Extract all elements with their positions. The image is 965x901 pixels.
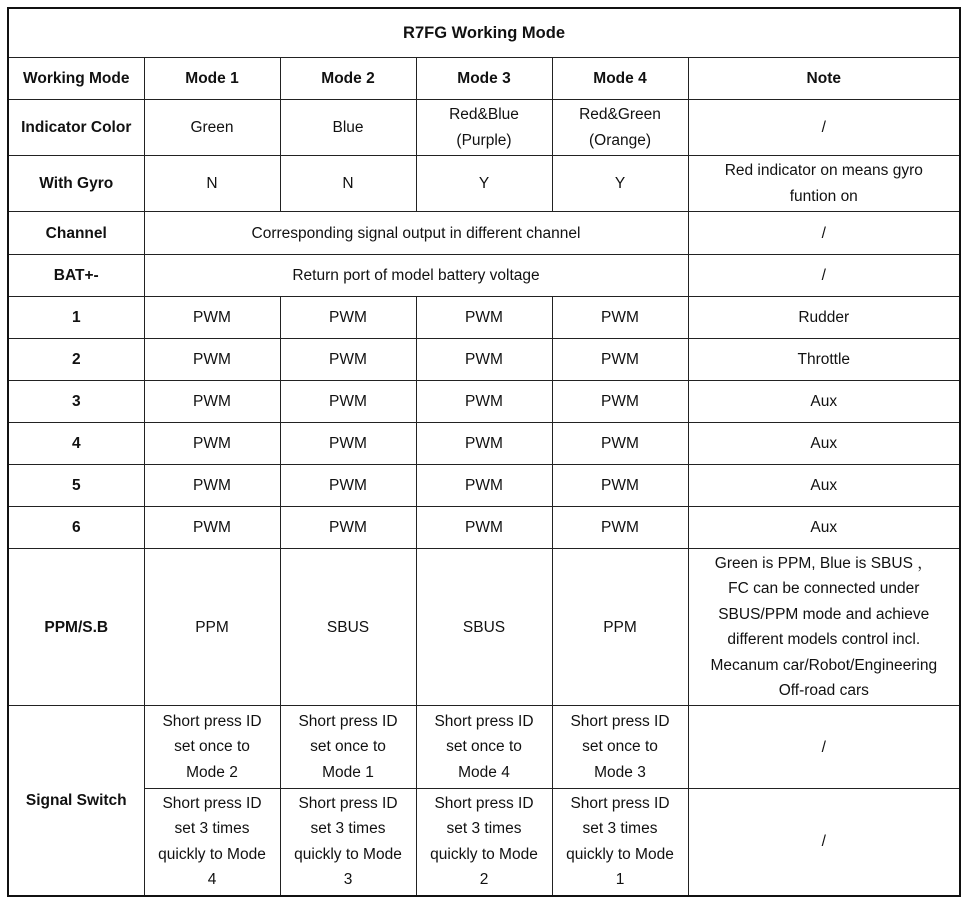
bat-label: BAT+- [8,255,144,297]
channel-2-mode-3: PWM [416,339,552,381]
signal-switch-2-mode-3-line-4: 2 [479,871,489,889]
channel-4-row [8,423,960,465]
channel-3-label: 3 [8,381,144,423]
channel-6-mode-3: PWM [416,507,552,549]
ppm-mode-2: SBUS [280,549,416,706]
channel-3-row [8,381,960,423]
channel-1-mode-3: PWM [416,297,552,339]
signal-switch-2-mode-1-line-4: 4 [207,871,217,889]
channel-3-mode-1: PWM [144,381,280,423]
signal-switch-2-mode-2 [280,789,416,896]
indicator-label: Indicator Color [8,100,144,156]
gyro-note-line-1: Red indicator on means gyro [724,162,923,179]
signal-switch-2-mode-2-line-1: Short press ID [298,794,398,812]
channel-5-mode-2: PWM [280,465,416,507]
signal-switch-2-mode-3-line-3: quickly to Mode [430,845,538,863]
signal-switch-1-mode-2-line-2: set once to [310,738,386,756]
channel-4-mode-1: PWM [144,423,280,465]
channel-4-mode-4: PWM [552,423,688,465]
bat-value: Return port of model battery voltage [144,255,688,297]
signal-switch-2-mode-2-line-2: set 3 times [310,820,386,838]
channel-1-note: Rudder [688,297,960,339]
signal-switch-row-1 [8,706,960,789]
ppm-mode-1: PPM [144,549,280,706]
signal-switch-1-mode-1-line-2: set once to [174,738,250,756]
gyro-note [688,156,960,212]
channel-2-note: Throttle [688,339,960,381]
channel-4-mode-2: PWM [280,423,416,465]
bat-row [8,255,960,297]
signal-switch-1-mode-1-line-1: Short press ID [162,712,262,730]
indicator-mode-1: Green [144,100,280,156]
gyro-note-line-2: funtion on [789,187,858,205]
signal-switch-2-mode-4 [552,789,688,896]
channel-2-label: 2 [8,339,144,381]
header-mode-3: Mode 3 [416,58,552,100]
channel-1-mode-1: PWM [144,297,280,339]
signal-switch-1-mode-1 [144,706,280,789]
signal-switch-2-mode-1-line-3: quickly to Mode [158,845,266,863]
ppm-note-line-1: Green is PPM, Blue is SBUS ， [714,554,933,572]
bat-note: / [688,255,960,297]
signal-switch-2-mode-4-line-3: quickly to Mode [566,845,674,863]
header-working-mode: Working Mode [8,58,144,100]
signal-switch-2-mode-1-line-2: set 3 times [174,820,250,838]
channel-2-mode-4: PWM [552,339,688,381]
indicator-mode-2: Blue [280,100,416,156]
signal-switch-row-2 [8,789,960,896]
signal-switch-2-mode-3-line-2: set 3 times [446,820,522,838]
channel-6-mode-2: PWM [280,507,416,549]
channel-6-mode-1: PWM [144,507,280,549]
signal-switch-2-mode-4-line-4: 1 [615,871,625,889]
signal-switch-2-mode-4-line-1: Short press ID [570,794,670,812]
ppm-note [688,549,960,706]
signal-switch-2-mode-3 [416,789,552,896]
header-mode-2: Mode 2 [280,58,416,100]
channel-2-mode-2: PWM [280,339,416,381]
signal-switch-2-mode-2-line-4: 3 [343,871,353,889]
signal-switch-2-mode-1-line-1: Short press ID [162,794,262,812]
signal-switch-1-mode-4-line-2: set once to [582,738,658,756]
channel-1-mode-4: PWM [552,297,688,339]
signal-switch-1-mode-4 [552,706,688,789]
signal-switch-2-mode-3-line-1: Short press ID [434,794,534,812]
signal-switch-1-mode-2-line-1: Short press ID [298,712,398,730]
signal-switch-1-note: / [688,706,960,789]
channel-4-mode-3: PWM [416,423,552,465]
channel-label: Channel [8,212,144,255]
channel-3-mode-4: PWM [552,381,688,423]
channel-5-mode-4: PWM [552,465,688,507]
channel-6-row [8,507,960,549]
ppm-row [8,549,960,706]
channel-2-row [8,339,960,381]
indicator-mode-3-line-2: (Purple) [456,131,512,149]
channel-6-mode-4: PWM [552,507,688,549]
signal-switch-1-mode-3 [416,706,552,789]
header-mode-4: Mode 4 [552,58,688,100]
indicator-mode-3-line-1: Red&Blue [449,106,519,123]
signal-switch-1-mode-3-line-1: Short press ID [434,712,534,730]
channel-1-label: 1 [8,297,144,339]
channel-3-mode-2: PWM [280,381,416,423]
gyro-mode-3: Y [416,156,552,212]
gyro-mode-4: Y [552,156,688,212]
signal-switch-label: Signal Switch [8,706,144,896]
signal-switch-2-mode-4-line-2: set 3 times [582,820,658,838]
channel-5-row [8,465,960,507]
table-title: R7FG Working Mode [8,8,960,58]
ppm-mode-3: SBUS [416,549,552,706]
ppm-note-line-2: FC can be connected under [728,580,920,597]
channel-5-note: Aux [688,465,960,507]
signal-switch-1-mode-3-line-3: Mode 4 [458,763,510,781]
channel-4-note: Aux [688,423,960,465]
channel-row [8,212,960,255]
gyro-mode-2: N [280,156,416,212]
indicator-row [8,100,960,156]
title-row [8,8,960,58]
indicator-mode-3 [416,100,552,156]
channel-1-mode-2: PWM [280,297,416,339]
header-row [8,58,960,100]
channel-value: Corresponding signal output in different channel [144,212,688,255]
header-mode-1: Mode 1 [144,58,280,100]
signal-switch-1-mode-2 [280,706,416,789]
channel-3-note: Aux [688,381,960,423]
ppm-note-line-6: Off-road cars [778,682,869,699]
indicator-mode-4 [552,100,688,156]
indicator-note: / [688,100,960,156]
signal-switch-2-note: / [688,789,960,896]
ppm-note-line-5: Mecanum car/Robot/Engineering [710,656,938,674]
signal-switch-1-mode-3-line-2: set once to [446,738,522,756]
gyro-mode-1: N [144,156,280,212]
channel-1-row [8,297,960,339]
gyro-label: With Gyro [8,156,144,212]
signal-switch-1-mode-2-line-3: Mode 1 [322,763,374,781]
channel-6-note: Aux [688,507,960,549]
indicator-mode-4-line-1: Red&Green [579,106,661,123]
ppm-note-line-3: SBUS/PPM mode and achieve [718,605,930,623]
ppm-label: PPM/S.B [8,549,144,706]
channel-4-label: 4 [8,423,144,465]
signal-switch-2-mode-2-line-3: quickly to Mode [294,845,402,863]
signal-switch-2-mode-1 [144,789,280,896]
gyro-row [8,156,960,212]
ppm-note-line-4: different models control incl. [727,631,921,648]
channel-6-label: 6 [8,507,144,549]
header-note: Note [688,58,960,100]
working-mode-table-container [7,7,959,894]
signal-switch-1-mode-4-line-3: Mode 3 [594,763,646,781]
channel-3-mode-3: PWM [416,381,552,423]
channel-5-mode-1: PWM [144,465,280,507]
signal-switch-1-mode-1-line-3: Mode 2 [186,763,238,781]
channel-5-label: 5 [8,465,144,507]
channel-5-mode-3: PWM [416,465,552,507]
channel-note: / [688,212,960,255]
indicator-mode-4-line-2: (Orange) [588,131,652,149]
working-mode-table [7,7,961,897]
channel-2-mode-1: PWM [144,339,280,381]
signal-switch-1-mode-4-line-1: Short press ID [570,712,670,730]
ppm-mode-4: PPM [552,549,688,706]
